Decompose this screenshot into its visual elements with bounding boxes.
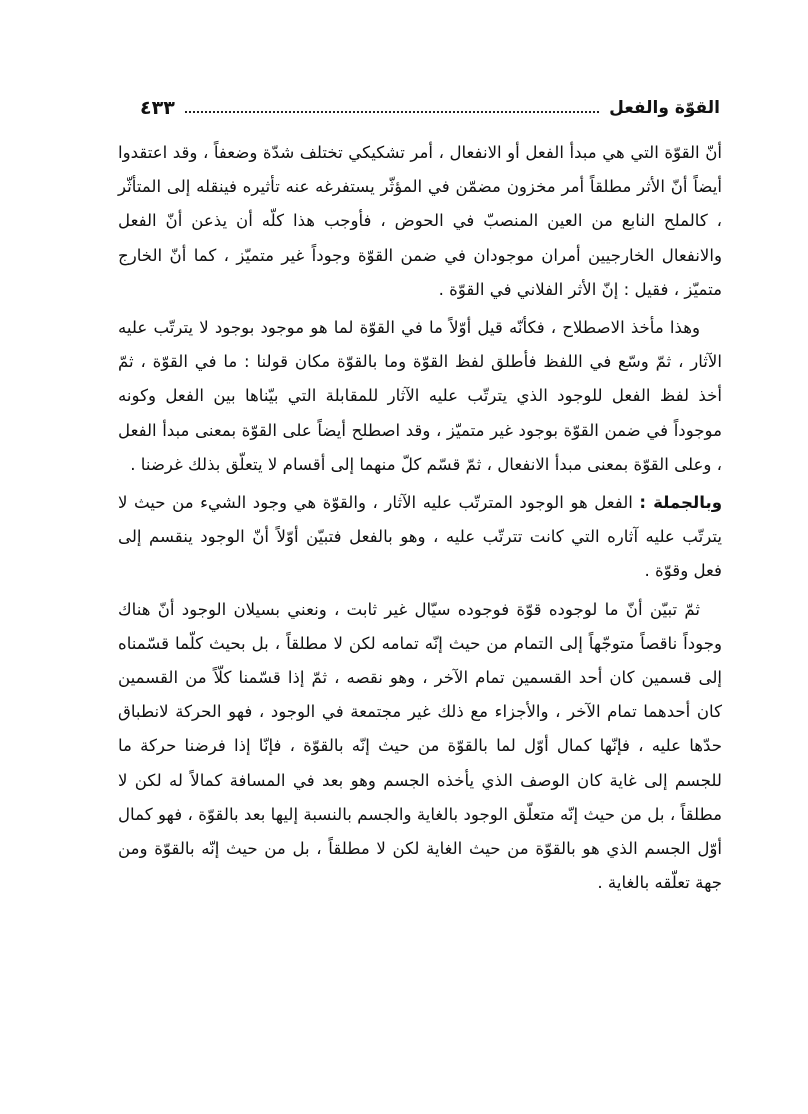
- paragraph-3: [118, 486, 722, 589]
- paragraph-1: [118, 136, 722, 307]
- paragraph-4: [118, 593, 722, 901]
- paragraph-1-text: أنّ القوّة التي هي مبدأ الفعل أو الانفعال ، أمر تشكيكي تختلف شدّة وضعفاً ، وقد اعتقدوا أيضاً أنّ الأثر مطلقاً أمر مخزون مضمّن في المؤثّر يستفرغه عنه تأثيره فينقله إلى المتأثّر ، كالملح النابع من العين المنصبّ في الحوض ، فأوجب هذا كلّه أن يذعن أنّ الفعل والانفعال الخارجيين أمران موجودان في ضمن القوّة وجوداً غير متميّز ، كما أنّ الخارج متميّز ، فقيل : إنّ الأثر الفلاني في القوّة .: [118, 143, 722, 299]
- running-head: [140, 92, 720, 124]
- paragraph-4-text: ثمّ تبيّن أنّ ما لوجوده قوّة فوجوده سيّال غير ثابت ، ونعني بسيلان الوجود أنّ هناك وجوداً ناقصاً متوجّهاً إلى التمام من حيث إنّه تمامه لكن لا مطلقاً ، بل بحيث كلّما قسّمناه إلى قسمين كان أحد القسمين تمام الآخر ، وهو نقصه ، ثمّ إذا قسّمنا كلّاً من القسمين كان أحدهما تمام الآخر ، والأجزاء مع ذلك غير مجتمعة في الوجود ، فهو الحركة لانطباق حدّها عليه ، فإنّها كمال أوّل لما بالقوّة من حيث إنّه بالقوّة ، فإنّا إذا فرضنا حركة ما للجسم إلى غاية كان الوصف الذي يأخذه الجسم وهو بعد في المسافة كمالاً له لكن لا مطلقاً ، بل من حيث إنّه متعلّق الوجود بالغاية والجسم بالنسبة إليها بعد بالقوّة ، فهو كمال أوّل الجسم الذي هو بالقوّة من حيث الغاية لكن لا مطلقاً ، بل من حيث إنّه بالقوّة ومن جهة تعلّقه بالغاية .: [118, 599, 722, 893]
- dotted-leader: [185, 111, 599, 113]
- page-number: ٤٣٣: [140, 97, 175, 119]
- paragraph-2: [118, 311, 722, 482]
- paragraph-3-text: الفعل هو الوجود المترتّب عليه الآثار ، والقوّة هي وجود الشيء من حيث لا يترتّب عليه آثاره التي كانت تترتّب عليه ، وهو بالفعل فتبيّن أوّلاً أنّ الوجود ينقسم إلى فعل وقوّة .: [118, 493, 722, 581]
- paragraph-3-lead: وبالجملة :: [639, 493, 723, 513]
- running-title: القوّة والفعل: [609, 98, 720, 118]
- paragraph-2-text: وهذا مأخذ الاصطلاح ، فكأنّه قيل أوّلاً ما في القوّة لما هو موجود بوجود لا يترتّب عليه الآثار ، ثمّ وسّع في اللفظ فأطلق لفظ القوّة وما بالقوّة مكان قولنا : ما في القوّة ، ثمّ أخذ لفظ الفعل للوجود الذي يترتّب عليه الآثار للمقابلة التي بيّناها بين الفعل وكونه موجوداً في ضمن القوّة بوجود غير متميّز ، وقد اصطلح أيضاً على القوّة بمعنى مبدأ الفعل ، وعلى القوّة بمعنى مبدأ الانفعال ، ثمّ قسّم كلّ منهما إلى أقسام لا يتعلّق بذلك غرضنا .: [118, 318, 722, 474]
- body-text: [118, 136, 722, 904]
